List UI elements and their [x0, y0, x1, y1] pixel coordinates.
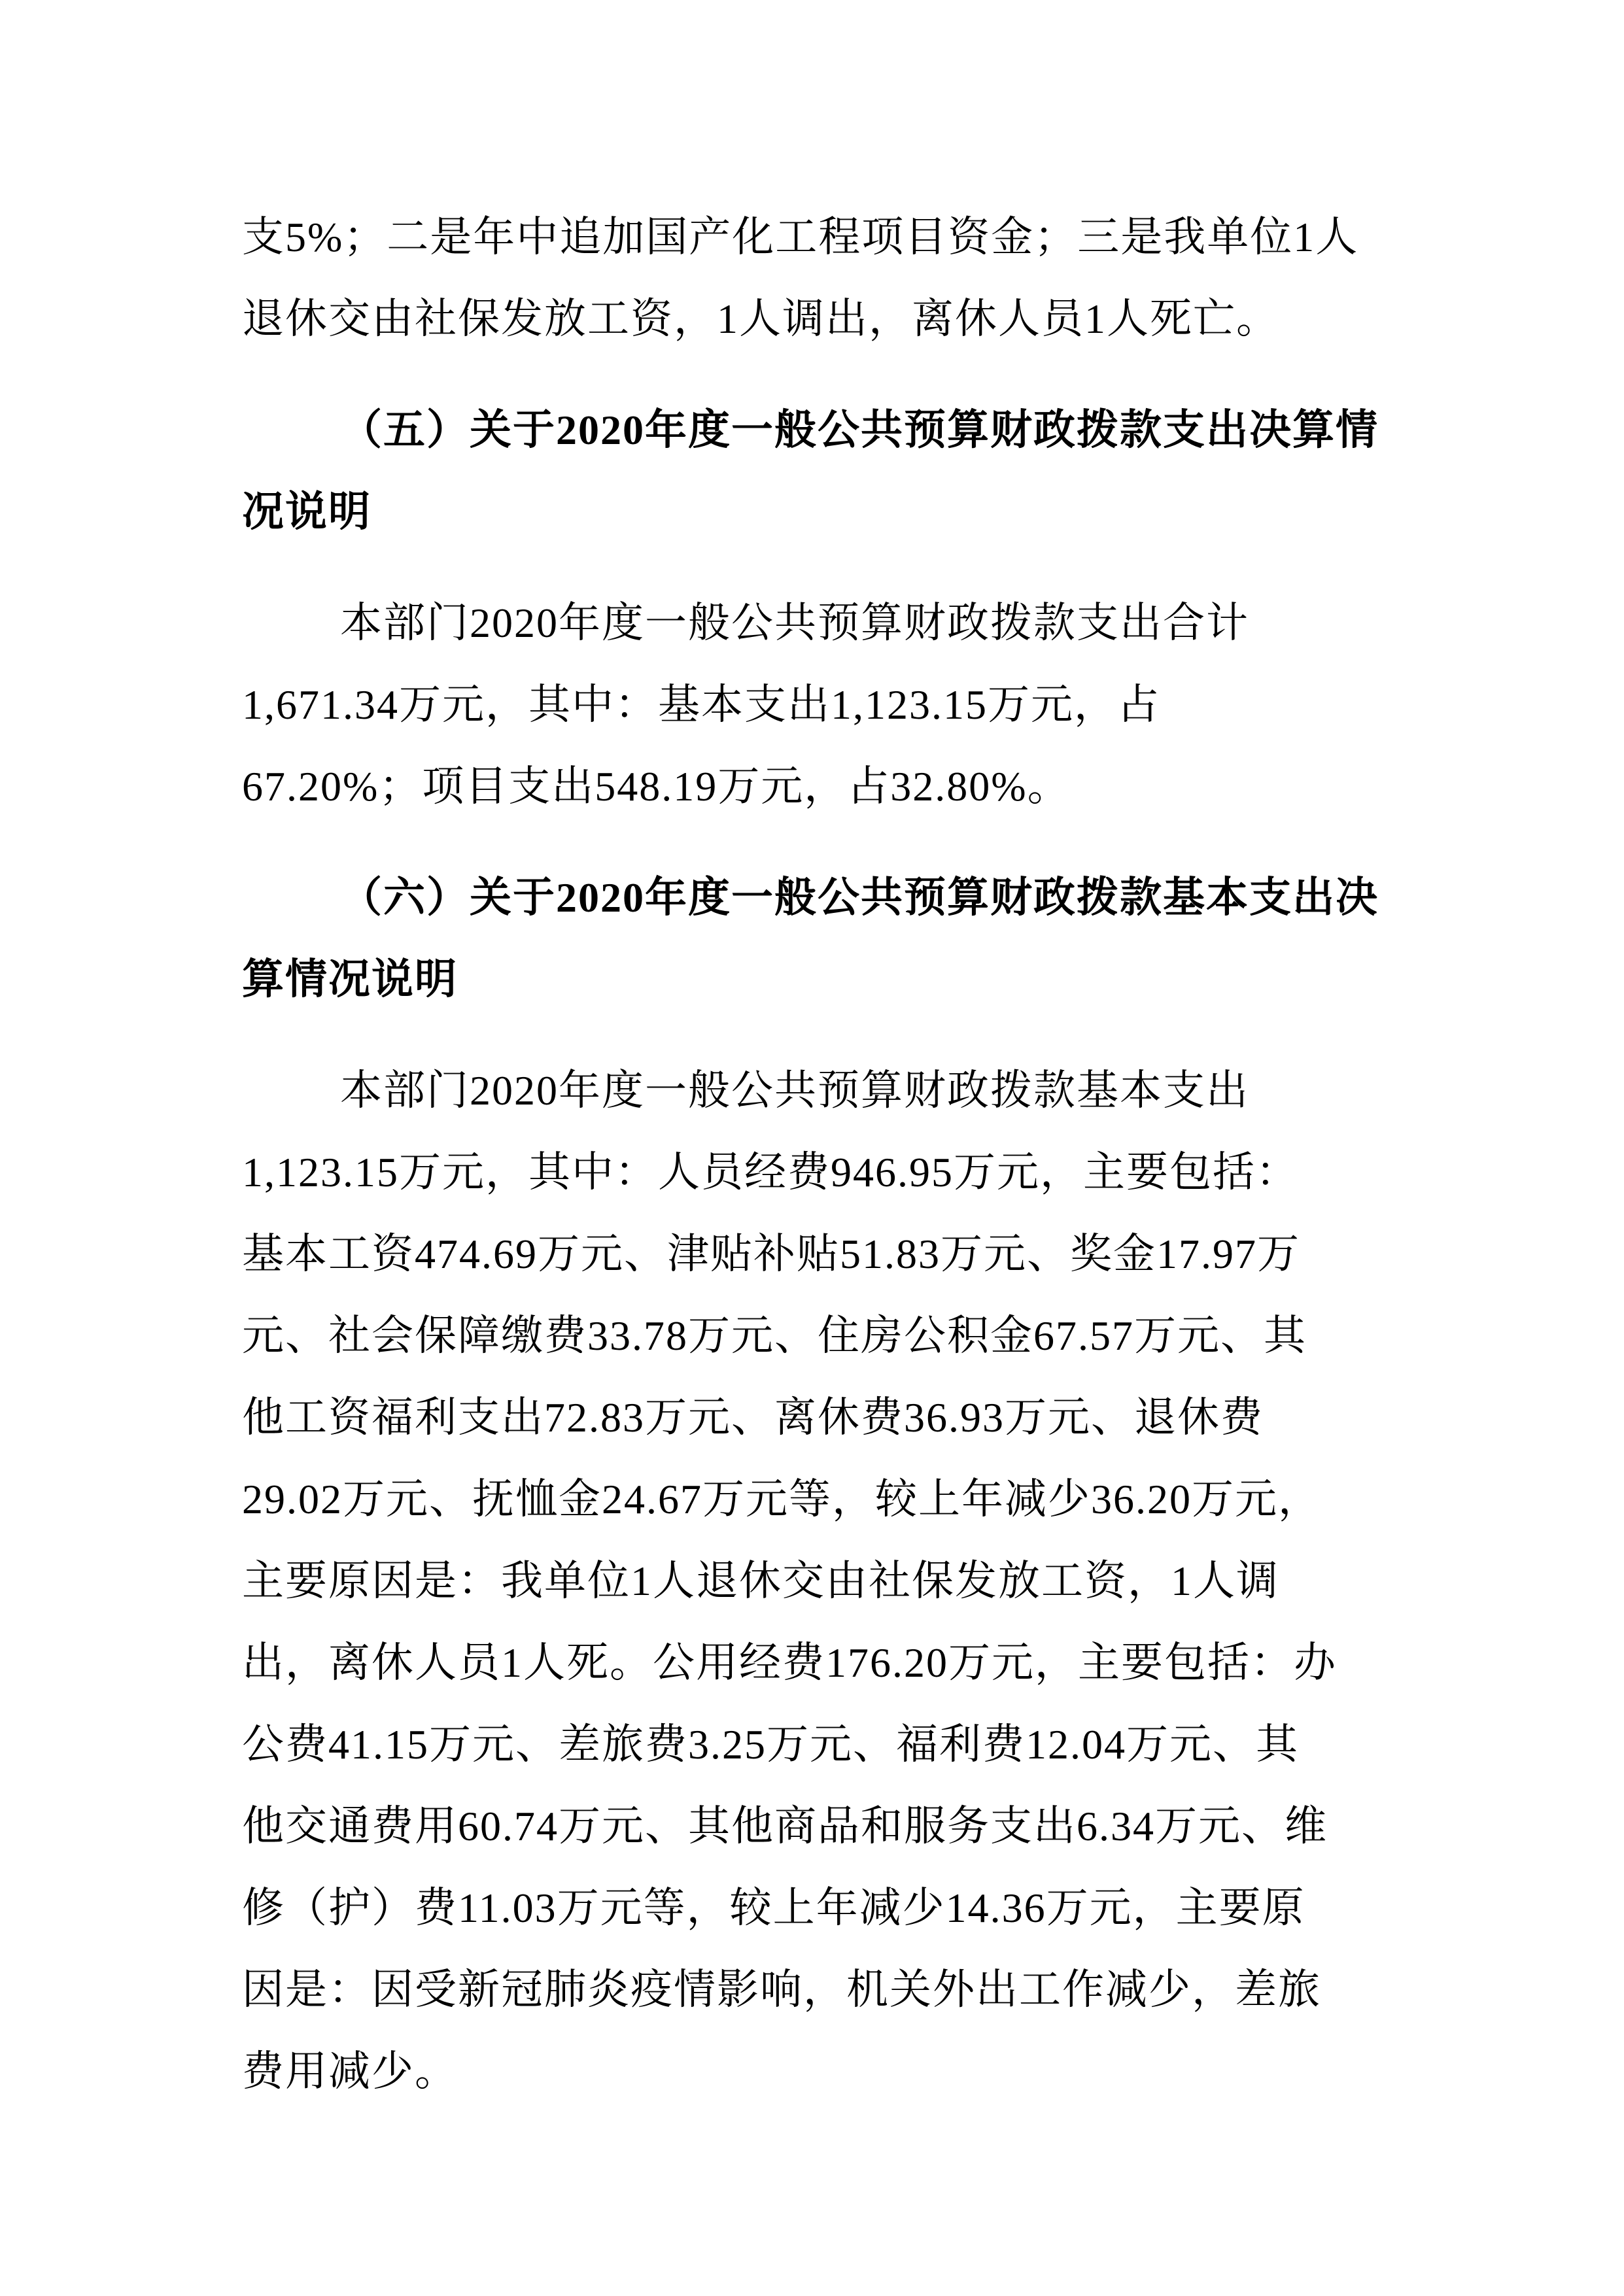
text-line: 67.20%；项目支出548.19万元，占32.80%。	[242, 763, 1071, 810]
text-line: 主要原因是：我单位1人退休交由社保发放工资，1人调	[242, 1558, 1279, 1604]
heading-line: 况说明	[242, 488, 371, 535]
text-line: 本部门2020年度一般公共预算财政拨款支出合计	[340, 600, 1249, 646]
continuation-paragraph	[242, 196, 1393, 360]
text-line: 因是：因受新冠肺炎疫情影响，机关外出工作减少，差旅	[242, 1966, 1321, 2013]
section-heading-5	[242, 389, 1393, 553]
text-line: 29.02万元、抚恤金24.67万元等，较上年减少36.20万元，	[242, 1476, 1321, 1522]
text-line: 退休交由社保发放工资，1人调出，离休人员1人死亡。	[242, 296, 1279, 342]
text-line: 公费41.15万元、差旅费3.25万元、福利费12.04万元、其	[242, 1721, 1299, 1768]
text-line: 支5%；二是年中追加国产化工程项目资金；三是我单位1人	[242, 214, 1359, 260]
text-line: 元、社会保障缴费33.78万元、住房公积金67.57万元、其	[242, 1312, 1307, 1359]
heading-line: （五）关于2020年度一般公共预算财政拨款支出决算情	[340, 407, 1379, 453]
text-column	[242, 196, 1393, 2112]
text-line: 他交通费用60.74万元、其他商品和服务支出6.34万元、维	[242, 1803, 1328, 1849]
heading-line: （六）关于2020年度一般公共预算财政拨款基本支出决	[340, 874, 1379, 921]
heading-line: 算情况说明	[242, 956, 458, 1002]
text-line: 出，离休人员1人死。公用经费176.20万元，主要包括：办	[242, 1639, 1337, 1686]
text-line: 费用减少。	[242, 2048, 458, 2095]
text-line: 基本工资474.69万元、津贴补贴51.83万元、奖金17.97万	[242, 1231, 1300, 1277]
section-heading-6	[242, 857, 1393, 1020]
text-line: 修（护）费11.03万元等，较上年减少14.36万元，主要原	[242, 1885, 1305, 1931]
text-line: 他工资福利支出72.83万元、离休费36.93万元、退休费	[242, 1394, 1264, 1441]
text-line: 本部门2020年度一般公共预算财政拨款基本支出	[340, 1067, 1249, 1114]
section-5-paragraph	[242, 582, 1393, 827]
section-6-paragraph	[242, 1050, 1393, 2112]
text-line: 1,671.34万元，其中：基本支出1,123.15万元，占	[242, 681, 1160, 728]
text-line: 1,123.15万元，其中：人员经费946.95万元，主要包括：	[242, 1149, 1299, 1195]
